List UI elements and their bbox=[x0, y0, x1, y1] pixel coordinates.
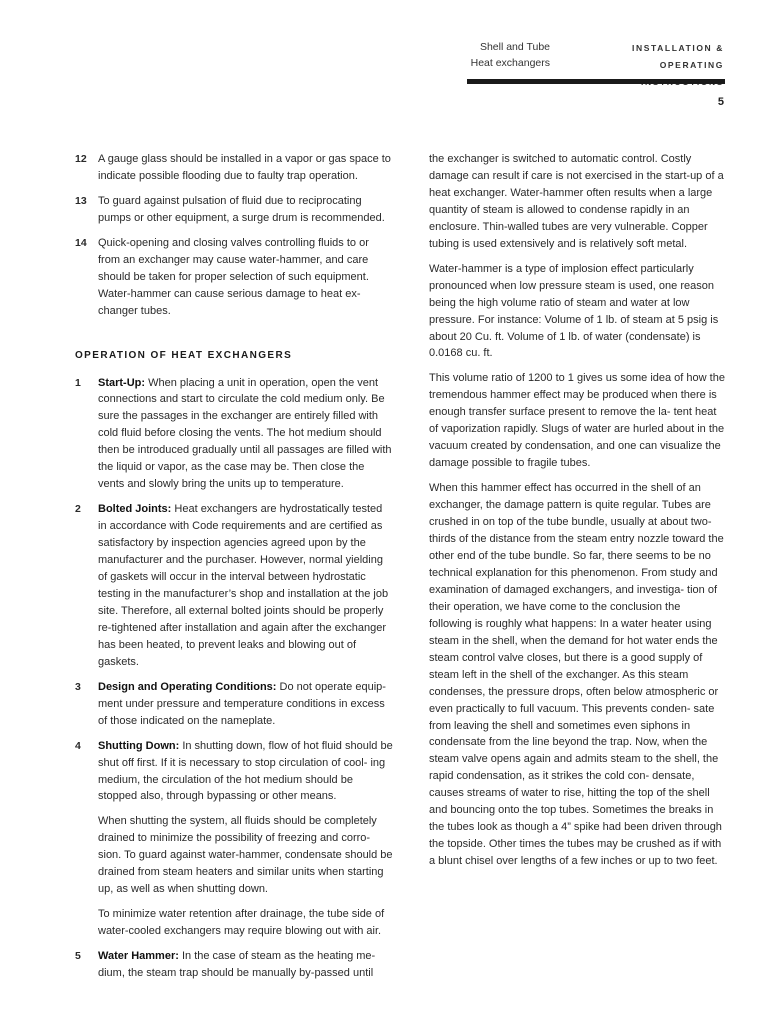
item-body: Do not operate equip- ment under pressure and temperature conditions in excess of those indicated on the nameplate. bbox=[98, 680, 386, 727]
item-text: To guard against pulsation of fluid due to reciprocating pumps or other equipment, a surge drum is recommended. bbox=[98, 194, 385, 224]
header-section-line-1: INSTALLATION & bbox=[632, 43, 724, 53]
header-section-line-2: OPERATING bbox=[659, 60, 724, 70]
item-title: Design and Operating Conditions: bbox=[98, 680, 277, 693]
item-title: Shutting Down: bbox=[98, 739, 180, 752]
list-item bbox=[75, 235, 393, 320]
page-number: 5 bbox=[717, 96, 724, 108]
item-number: 14 bbox=[75, 236, 87, 249]
left-column bbox=[75, 151, 393, 990]
header-title-line-2: Heat exchangers bbox=[470, 57, 550, 69]
item-body: In shutting down, flow of hot fluid should be shut off first. If it is necessary to stop circulation of cool- ing medium, the circulation of the hot medium should be stopped also, through bypassing or other means. bbox=[98, 739, 393, 803]
item-number: 13 bbox=[75, 194, 87, 207]
item-text: A gauge glass should be installed in a vapor or gas space to indicate possible flooding due to faulty trap operation. bbox=[98, 153, 391, 182]
item-number: 4 bbox=[75, 739, 81, 752]
list-item bbox=[75, 679, 393, 730]
item-body: In the case of steam as the heating me- dium, the steam trap should be manually by-passed until bbox=[98, 950, 376, 980]
item-text: Quick-opening and closing valves controlling fluids to or from an exchanger may cause water-hammer, and care should be taken for proper selection of such equipment. Water-hammer can cause serious damage to heat ex- changer tubes. bbox=[98, 236, 369, 317]
body-paragraph: the exchanger is switched to automatic control. Costly damage can result if care is not exercised in the start-up of a heat exchanger. Water-hammer often results when a large quantity of steam is allowed to condense rapidly in an enclosure. Thin-walled tubes are very vulnerable. Copper tubing is used extensively and is relatively soft metal. bbox=[429, 153, 724, 250]
list-item bbox=[75, 375, 393, 494]
body-paragraph: Water-hammer is a type of implosion effect particularly pronounced when low pressure steam is used, one reason being the high volume ratio of steam and water at low pressure. For instance: Volume of 1 lb. of steam at 5 psig is about 20 Cu. ft. Volume of 1 lb. of water (condensate) is 0.0168 cu. ft. bbox=[429, 262, 719, 360]
running-header-title bbox=[446, 39, 550, 71]
item-paragraph: To minimize water retention after drainage, the tube side of water-cooled exchangers may require blowing out with air. bbox=[98, 908, 385, 938]
item-text bbox=[98, 501, 393, 671]
section-heading: OPERATION OF HEAT EXCHANGERS bbox=[75, 349, 293, 361]
list-item bbox=[75, 151, 393, 185]
list-item bbox=[75, 738, 393, 940]
item-number: 3 bbox=[75, 680, 81, 693]
item-number: 2 bbox=[75, 503, 81, 516]
item-number: 12 bbox=[75, 153, 87, 165]
item-text bbox=[98, 375, 393, 494]
item-text bbox=[98, 679, 393, 730]
item-title: Bolted Joints: bbox=[98, 503, 172, 516]
list-item bbox=[75, 948, 393, 982]
header-title-line-1: Shell and Tube bbox=[479, 41, 550, 53]
body-paragraph: When this hammer effect has occurred in the shell of an exchanger, the damage pattern is quite regular. Tubes are crushed in on top of the tube bundle, usually at about two- thirds of the distance from the steam entry nozzle toward the other end of the tube bundle. So far, there seems to be no technical explanation for this phenomenon. From study and examination of damaged exchangers, and investiga- tion of their operation, we have come to the conclusion the following is roughly what happens: In a water heater using steam in the shell, when the demand for hot water ends the steam control valve closes, but there is a good supply of steam left in the shell of the exchanger. As this steam condenses, the pressure drops, often below atmospheric or even practically to full vacuum. This prevents conden- sate from leaving the shell and sometimes even siphons in condensate from the line beyond the trap. Now, when the steam valve opens again and admits steam to the shell, the rapid condensation, as it strikes the cold con- densate, causes streams of water to rise, hitting the top of the shell and bouncing onto the top tubes. Sometimes the breaks in the tubes look as though a 4” spike had been driven through the topside. Other times the tubes may be crushed as if with a blunt chisel over lengths of a few inches or up to two feet. bbox=[429, 482, 724, 868]
item-title: Start-Up: bbox=[98, 376, 146, 389]
item-paragraph: When shutting the system, all fluids should be completely drained to minimize the possibility of freezing and corro- sion. To guard against water-hammer, condensate should be drained from steam heaters and similar units when starting up, as well as when shutting down. bbox=[98, 815, 393, 896]
header-rule bbox=[467, 79, 725, 84]
list-item bbox=[75, 501, 393, 671]
list-item bbox=[75, 193, 393, 227]
right-column bbox=[429, 151, 725, 878]
item-number: 5 bbox=[75, 950, 81, 963]
item-number: 1 bbox=[75, 376, 81, 389]
item-text bbox=[98, 948, 393, 982]
item-body: Heat exchangers are hydrostatically tested in accordance with Code requirements and are certified as satisfactory by inspection agencies agreed upon by the manufacturer and the purchaser. However, normal yielding of gaskets will occur in the interval between hydrostatic testing in the manufacturer’s shop and installation at the job site. Therefore, all external bolted joints should be properly re-tightened after installation and again after the exchanger has been heated, to prevent leaks and blowing out of gaskets. bbox=[98, 503, 389, 668]
body-paragraph: This volume ratio of 1200 to 1 gives us some idea of how the tremendous hammer effect may be produced when there is enough transfer surface present to remove the la- tent heat of vaporization rapidly. Slugs of water are hurled about in the vacuum created by condensation, and one can visualize the damage possible to fragile tubes. bbox=[429, 372, 725, 470]
item-title: Water Hammer: bbox=[98, 950, 179, 963]
item-text bbox=[98, 738, 393, 806]
item-body: When placing a unit in operation, open the vent connections and start to circulate the cold medium only. Be sure the passages in the exchanger are entirely filled with cold fluid before closing the vents. The hot medium should then be introduced gradually until all passages are filled with the liquid or vapor, as the case may be. Then close the vents and slowly bring the units up to temperature. bbox=[98, 376, 392, 491]
